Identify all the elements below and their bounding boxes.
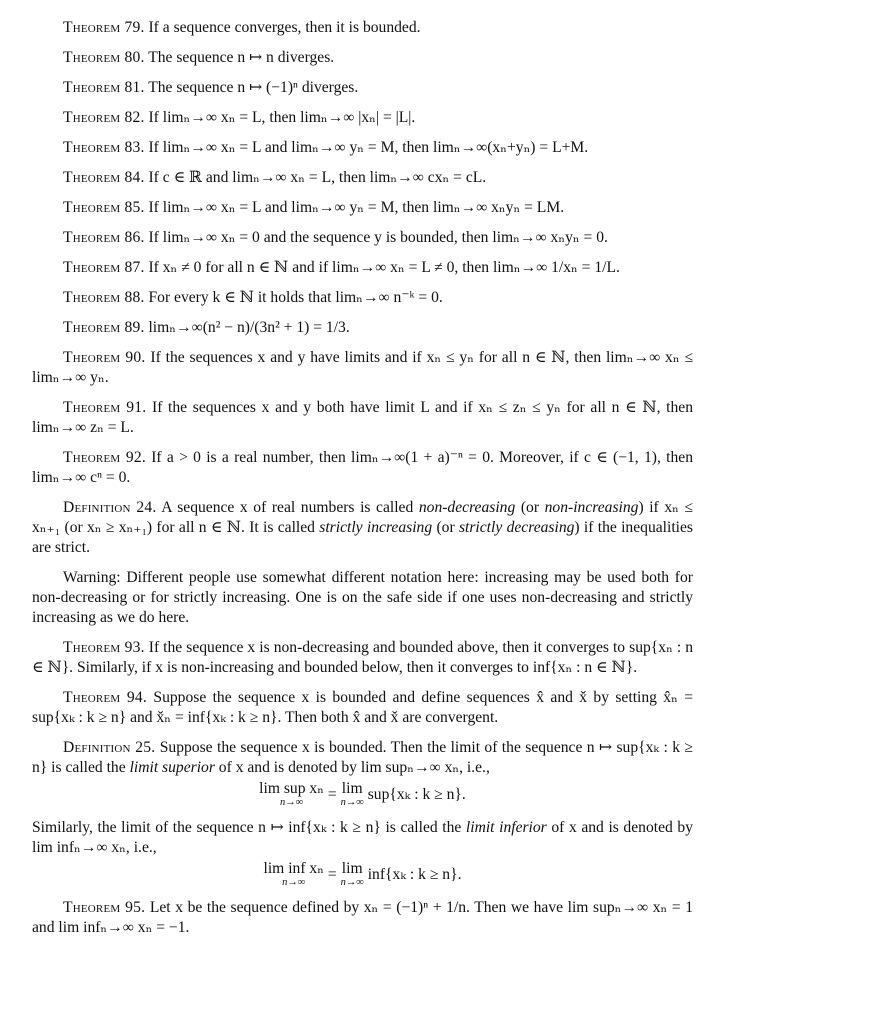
theorem-label: Theorem 87. xyxy=(63,259,145,276)
theorem-92 xyxy=(32,448,693,488)
lim-operator: lim n→∞ xyxy=(340,860,364,888)
definition-25-continued xyxy=(32,818,693,858)
theorem-text: If limₙ→∞ xₙ = L, then limₙ→∞ |xₙ| = |L|. xyxy=(148,109,416,126)
theorem-label: Theorem 91. xyxy=(63,399,147,416)
theorem-80 xyxy=(32,48,693,68)
theorem-86 xyxy=(32,228,693,248)
theorem-text: If limₙ→∞ xₙ = L and limₙ→∞ yₙ = M, then limₙ→∞(xₙ+yₙ) = L+M. xyxy=(148,139,589,156)
display-equation-liminf: lim inf xₙ n→∞ = lim n→∞ inf{xₖ : k ≥ n}. xyxy=(263,860,462,888)
definition-text: of x and is denoted by lim infₙ→∞ xₙ, i.e., xyxy=(32,819,693,856)
theorem-94 xyxy=(32,688,693,728)
theorem-88 xyxy=(32,288,693,308)
theorem-text: If the sequence x is non-decreasing and bounded above, then it converges to sup{xₙ : n ∈ ℕ}. Similarly, if x is non-increasing and bounded below, then it converges to inf{xₙ : n ∈ ℕ}. xyxy=(32,639,694,676)
theorem-label: Theorem 79. xyxy=(63,19,145,36)
theorem-81 xyxy=(32,78,693,98)
theorem-text: The sequence n ↦ n diverges. xyxy=(148,49,335,66)
lim-operator: lim n→∞ xyxy=(340,780,364,808)
emphasis-term: limit superior xyxy=(129,759,215,776)
warning-paragraph: Warning: Different people use somewhat different notation here: increasing may be used both for non-decreasing or for strictly increasing. One is on the safe side if one uses non-decreasing and strictly increasing as we do here. xyxy=(32,569,693,626)
theorem-text: If limₙ→∞ xₙ = 0 and the sequence y is bounded, then limₙ→∞ xₙyₙ = 0. xyxy=(148,229,608,246)
definition-text: Similarly, the limit of the sequence n ↦ inf{xₖ : k ≥ n} is called the xyxy=(32,819,466,836)
theorem-text: If c ∈ ℝ and limₙ→∞ xₙ = L, then limₙ→∞ cxₙ = cL. xyxy=(148,169,487,186)
theorem-label: Theorem 95. xyxy=(63,899,146,916)
definition-text: (or xyxy=(432,519,459,536)
theorem-label: Theorem 84. xyxy=(63,169,145,186)
definition-text: ) if xₙ ≤ xₙ₊₁ (or xₙ ≥ xₙ₊₁) for all n ∈ ℕ. It is called xyxy=(32,499,693,536)
theorem-93 xyxy=(32,638,693,678)
theorem-label: Theorem 88. xyxy=(63,289,145,306)
theorem-label: Theorem 93. xyxy=(63,639,145,656)
theorem-text: Let x be the sequence defined by xₙ = (−1)ⁿ + 1/n. Then we have lim supₙ→∞ xₙ = 1 and lim infₙ→∞ xₙ = −1. xyxy=(32,899,694,936)
liminf-operator: lim inf xₙ n→∞ xyxy=(263,860,324,888)
theorem-85 xyxy=(32,198,693,218)
theorem-89 xyxy=(32,318,693,338)
emphasis-term: limit inferior xyxy=(465,819,547,836)
limsup-operator: lim sup xₙ n→∞ xyxy=(259,780,324,808)
display-equation-limsup: lim sup xₙ n→∞ = lim n→∞ sup{xₖ : k ≥ n}. xyxy=(259,780,466,808)
theorem-text: If xₙ ≠ 0 for all n ∈ ℕ and if limₙ→∞ xₙ = L ≠ 0, then limₙ→∞ 1/xₙ = 1/L. xyxy=(148,259,620,276)
theorem-text: The sequence n ↦ (−1)ⁿ diverges. xyxy=(148,79,359,96)
definition-text: A sequence x of real numbers is called xyxy=(161,499,419,516)
theorem-label: Theorem 80. xyxy=(63,49,145,66)
theorem-label: Theorem 81. xyxy=(63,79,145,96)
theorem-label: Theorem 90. xyxy=(63,349,146,366)
theorem-83 xyxy=(32,138,693,158)
theorem-label: Theorem 82. xyxy=(63,109,145,126)
theorem-text: If the sequences x and y both have limit L and if xₙ ≤ zₙ ≤ yₙ for all n ∈ ℕ, then limₙ→∞ zₙ = L. xyxy=(32,399,693,436)
theorem-90 xyxy=(32,348,693,388)
definition-25 xyxy=(32,738,693,778)
theorem-82 xyxy=(32,108,693,128)
theorem-text: If a > 0 is a real number, then limₙ→∞(1 + a)⁻ⁿ = 0. Moreover, if c ∈ (−1, 1), then limₙ→∞ cⁿ = 0. xyxy=(32,449,693,486)
theorem-text: limₙ→∞(n² − n)/(3n² + 1) = 1/3. xyxy=(148,319,350,336)
theorem-label: Theorem 92. xyxy=(63,449,146,466)
theorem-text: For every k ∈ ℕ it holds that limₙ→∞ n⁻ᵏ = 0. xyxy=(148,289,443,306)
theorem-79 xyxy=(32,18,693,38)
theorem-87 xyxy=(32,258,693,278)
definition-text: ) if the inequalities are strict. xyxy=(32,519,693,556)
emphasis-term: non-increasing xyxy=(544,499,639,516)
definition-text: Suppose the sequence x is bounded. Then the limit of the sequence n ↦ sup{xₖ : k ≥ n} is called the xyxy=(32,739,693,776)
theorem-label: Theorem 86. xyxy=(63,229,145,246)
emphasis-term: strictly increasing xyxy=(319,519,433,536)
definition-label: Definition 25. xyxy=(63,739,156,756)
definition-text: of x and is denoted by lim supₙ→∞ xₙ, i.e., xyxy=(214,759,490,776)
emphasis-term: strictly decreasing xyxy=(458,519,575,536)
theorem-label: Theorem 83. xyxy=(63,139,145,156)
definition-text: (or xyxy=(515,499,545,516)
theorem-label: Theorem 94. xyxy=(63,689,148,706)
theorem-91 xyxy=(32,398,693,438)
theorem-list xyxy=(32,18,693,488)
theorem-text: If limₙ→∞ xₙ = L and limₙ→∞ yₙ = M, then limₙ→∞ xₙyₙ = LM. xyxy=(148,199,565,216)
definition-24 xyxy=(32,498,693,558)
theorem-text: Suppose the sequence x is bounded and define sequences x̂ and x̌ by setting x̂ₙ = sup{xₖ : k ≥ n} and x̌ₙ = inf{xₖ : k ≥ n}. Then both x̂ and x̌ are convergent. xyxy=(32,689,694,726)
theorem-label: Theorem 85. xyxy=(63,199,145,216)
theorem-label: Theorem 89. xyxy=(63,319,145,336)
definition-label: Definition 24. xyxy=(63,499,157,516)
theorem-text: If a sequence converges, then it is bounded. xyxy=(148,19,421,36)
theorem-95 xyxy=(32,898,693,938)
emphasis-term: non-decreasing xyxy=(418,499,516,516)
theorem-84 xyxy=(32,168,693,188)
theorem-text: If the sequences x and y have limits and if xₙ ≤ yₙ for all n ∈ ℕ, then limₙ→∞ xₙ ≤ limₙ→∞ yₙ. xyxy=(32,349,694,386)
